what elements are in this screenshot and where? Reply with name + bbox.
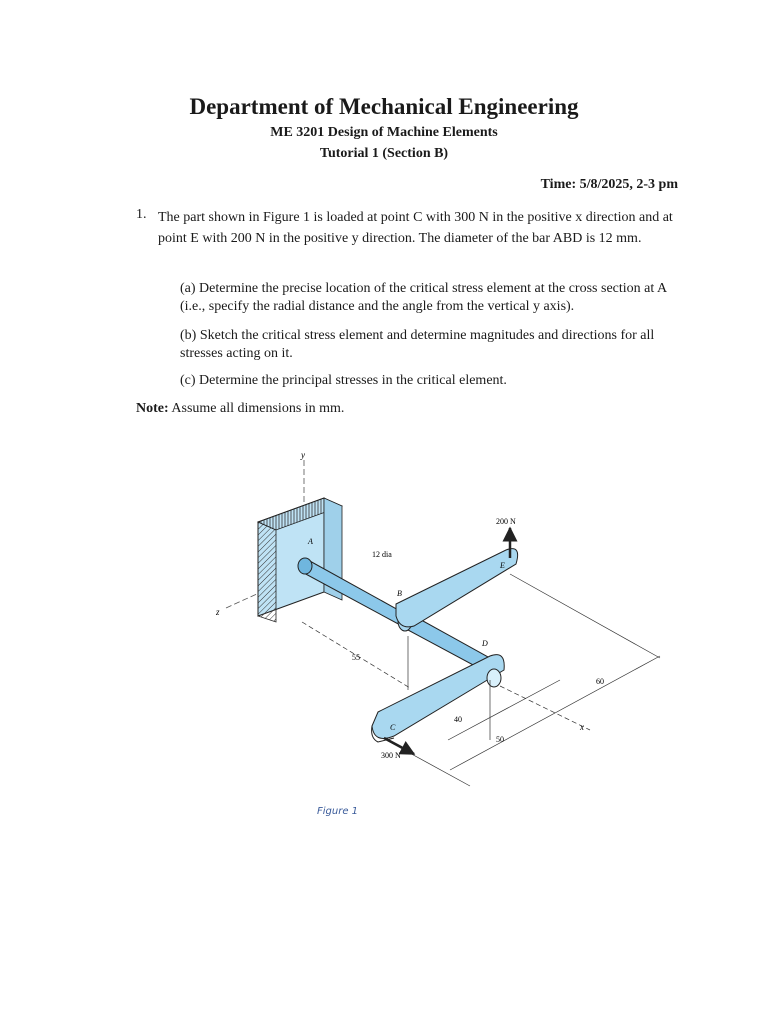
x-axis-label: x: [580, 722, 584, 732]
time-label: Time: 5/8/2025, 2-3 pm: [540, 177, 678, 192]
load-e-label: 200 N: [496, 517, 516, 526]
z-axis-label: z: [216, 607, 220, 617]
dim-55-label: 55: [352, 653, 360, 662]
point-d-label: D: [482, 639, 488, 648]
question-part-c: (c) Determine the principal stresses in the critical element.: [180, 373, 507, 388]
dim-60-label: 60: [596, 677, 604, 686]
course-name: ME 3201 Design of Machine Elements: [270, 125, 498, 140]
tutorial-label: Tutorial 1 (Section B): [319, 146, 449, 161]
point-c-label: C: [390, 723, 396, 732]
note-label: Note:: [136, 401, 169, 416]
question-part-a: (a) Determine the precise location of the critical stress element at the cross section at A (i.e., specify the radial distance and the angle from the vertical y axis).: [180, 281, 667, 314]
point-b-label: B: [397, 589, 402, 598]
point-a-label: A: [308, 537, 313, 546]
diameter-label: 12 dia: [372, 550, 392, 559]
point-e-label: E: [500, 561, 505, 570]
question-part-b: (b) Sketch the critical stress element and determine magnitudes and directions for all stresses acting on it.: [180, 328, 655, 361]
dim-50-label: 50: [496, 735, 504, 744]
question-text: The part shown in Figure 1 is loaded at point C with 300 N in the positive x direction and at point E with 200 N in the positive y direction. The diameter of the bar ABD is 12 mm.: [158, 210, 673, 246]
department-title: Department of Mechanical Engineering: [189, 94, 579, 119]
figure-1-diagram: [200, 440, 680, 800]
dim-40-label: 40: [454, 715, 462, 724]
y-axis-label: y: [301, 450, 305, 460]
note-text: Assume all dimensions in mm.: [168, 401, 345, 416]
note: [136, 401, 344, 417]
figure-caption: Figure 1: [317, 806, 359, 817]
load-c-label: 300 N: [381, 751, 401, 760]
question-number: 1.: [136, 207, 147, 222]
